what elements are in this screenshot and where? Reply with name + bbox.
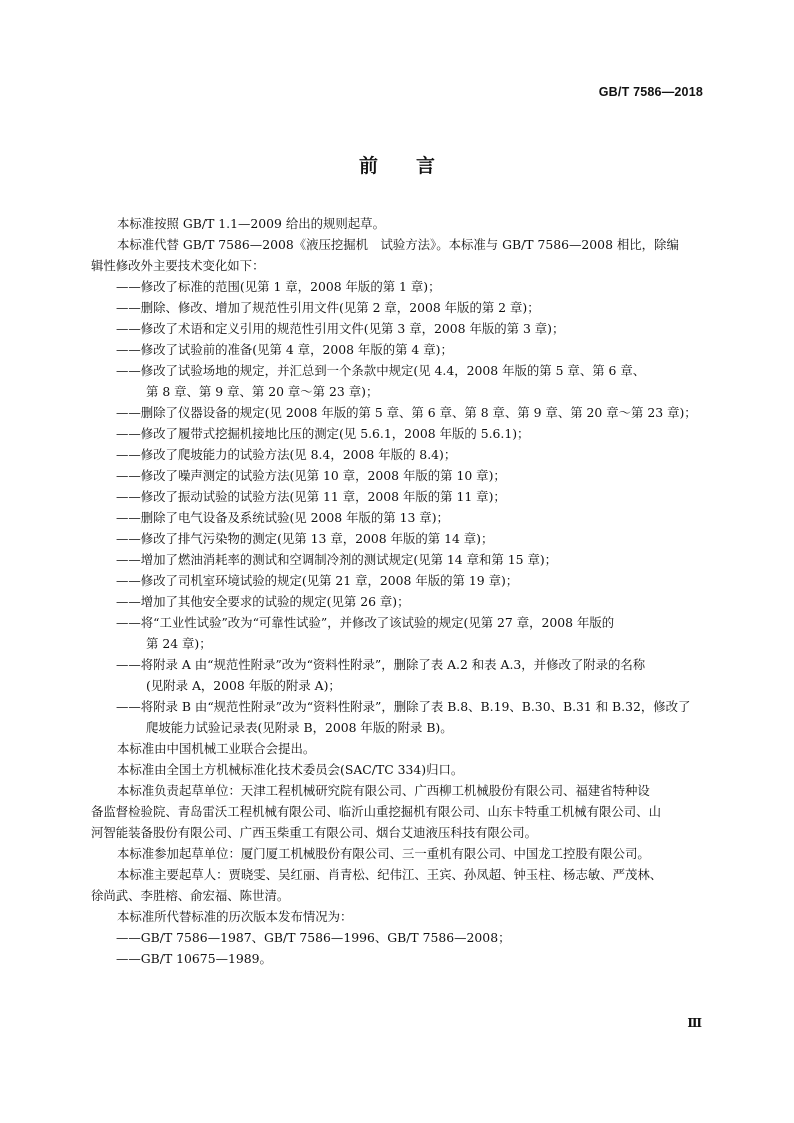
title-char-1: 前	[358, 155, 378, 177]
list-item: ——修改了术语和定义引用的规范性引用文件(见第 3 章，2008 年版的第 3 章)；	[116, 321, 565, 336]
paragraph: 本标准按照 GB/T 1.1—2009 给出的规则起草。	[117, 216, 385, 231]
paragraph: 本标准主要起草人：贾晓雯、吴红丽、肖青松、纪伟江、王宾、孙凤超、钟玉柱、杨志敏、严茂林、	[117, 867, 663, 882]
list-item: ——修改了噪声测定的试验方法(见第 10 章，2008 年版的第 10 章)；	[116, 468, 506, 483]
page-number: Ⅲ	[687, 1016, 702, 1030]
paragraph: 本标准由中国机械工业联合会提出。	[117, 741, 316, 756]
standard-code: GB/T 7586—2018	[598, 85, 703, 99]
list-item: ——GB/T 10675—1989。	[116, 951, 272, 966]
list-item: ——删除了仪器设备的规定(见 2008 年版的第 5 章、第 6 章、第 8 章、第 9 章、第 20 章～第 23 章)；	[116, 405, 697, 420]
list-item: ——修改了司机室环境试验的规定(见第 21 章，2008 年版的第 19 章)；	[116, 573, 519, 588]
list-item: ——将“工业性试验”改为“可靠性试验”，并修改了该试验的规定(见第 27 章，2008 年版的	[116, 615, 615, 630]
paragraph: 本标准由全国土方机械标准化技术委员会(SAC/TC 334)归口。	[117, 762, 464, 777]
list-item-continuation: 第 8 章、第 9 章、第 20 章～第 23 章)；	[146, 384, 379, 399]
list-item: ——删除了电气设备及系统试验(见 2008 年版的第 13 章)；	[116, 510, 449, 525]
paragraph: 辑性修改外主要技术变化如下：	[91, 258, 265, 273]
paragraph: 本标准负责起草单位：天津工程机械研究院有限公司、广西柳工机械股份有限公司、福建省特种设	[117, 783, 650, 798]
list-item: ——删除、修改、增加了规范性引用文件(见第 2 章，2008 年版的第 2 章)；	[116, 300, 540, 315]
list-item: ——修改了爬坡能力的试验方法(见 8.4，2008 年版的 8.4)；	[116, 447, 457, 462]
list-item-continuation: (见附录 A，2008 年版的附录 A)；	[146, 678, 341, 693]
list-item: ——修改了标准的范围(见第 1 章，2008 年版的第 1 章)；	[116, 279, 441, 294]
title-char-2: 言	[416, 155, 436, 177]
list-item: ——增加了其他安全要求的试验的规定(见第 26 章)；	[116, 594, 410, 609]
paragraph: 本标准代替 GB/T 7586—2008《液压挖掘机 试验方法》。本标准与 GB/T 7586—2008 相比，除编	[117, 237, 679, 252]
paragraph: 徐尚武、李胜榕、俞宏福、陈世清。	[91, 888, 290, 903]
preface-body	[91, 213, 705, 969]
list-item-continuation: 爬坡能力试验记录表(见附录 B，2008 年版的附录 B)。	[146, 720, 453, 735]
list-item: ——修改了试验场地的规定，并汇总到一个条款中规定(见 4.4，2008 年版的第 5 章、第 6 章、	[116, 363, 646, 378]
paragraph: 备监督检验院、青岛雷沃工程机械有限公司、临沂山重挖掘机有限公司、山东卡特重工机械有限公司、山	[91, 804, 661, 819]
list-item: ——修改了振动试验的试验方法(见第 11 章，2008 年版的第 11 章)；	[116, 489, 506, 504]
list-item: ——将附录 A 由“规范性附录”改为“资料性附录”，删除了表 A.2 和表 A.3，并修改了附录的名称	[116, 657, 646, 672]
list-item: ——GB/T 7586—1987、GB/T 7586—1996、GB/T 7586—2008；	[116, 930, 511, 945]
paragraph: 河智能装备股份有限公司、广西玉柴重工有限公司、烟台艾迪液压科技有限公司。	[91, 825, 538, 840]
paragraph: 本标准参加起草单位：厦门厦工机械股份有限公司、三一重机有限公司、中国龙工控股有限公司。	[117, 846, 650, 861]
list-item: ——增加了燃油消耗率的测试和空调制冷剂的测试规定(见第 14 章和第 15 章)；	[116, 552, 558, 567]
page-title	[0, 151, 794, 178]
list-item-continuation: 第 24 章)；	[146, 636, 212, 651]
list-item: ——修改了排气污染物的测定(见第 13 章，2008 年版的第 14 章)；	[116, 531, 494, 546]
list-item: ——修改了履带式挖掘机接地比压的测定(见 5.6.1，2008 年版的 5.6.1)；	[116, 426, 530, 441]
paragraph: 本标准所代替标准的历次版本发布情况为：	[117, 909, 353, 924]
list-item: ——修改了试验前的准备(见第 4 章，2008 年版的第 4 章)；	[116, 342, 453, 357]
list-item: ——将附录 B 由“规范性附录”改为“资料性附录”，删除了表 B.8、B.19、B.30、B.31 和 B.32，修改了	[116, 699, 691, 714]
